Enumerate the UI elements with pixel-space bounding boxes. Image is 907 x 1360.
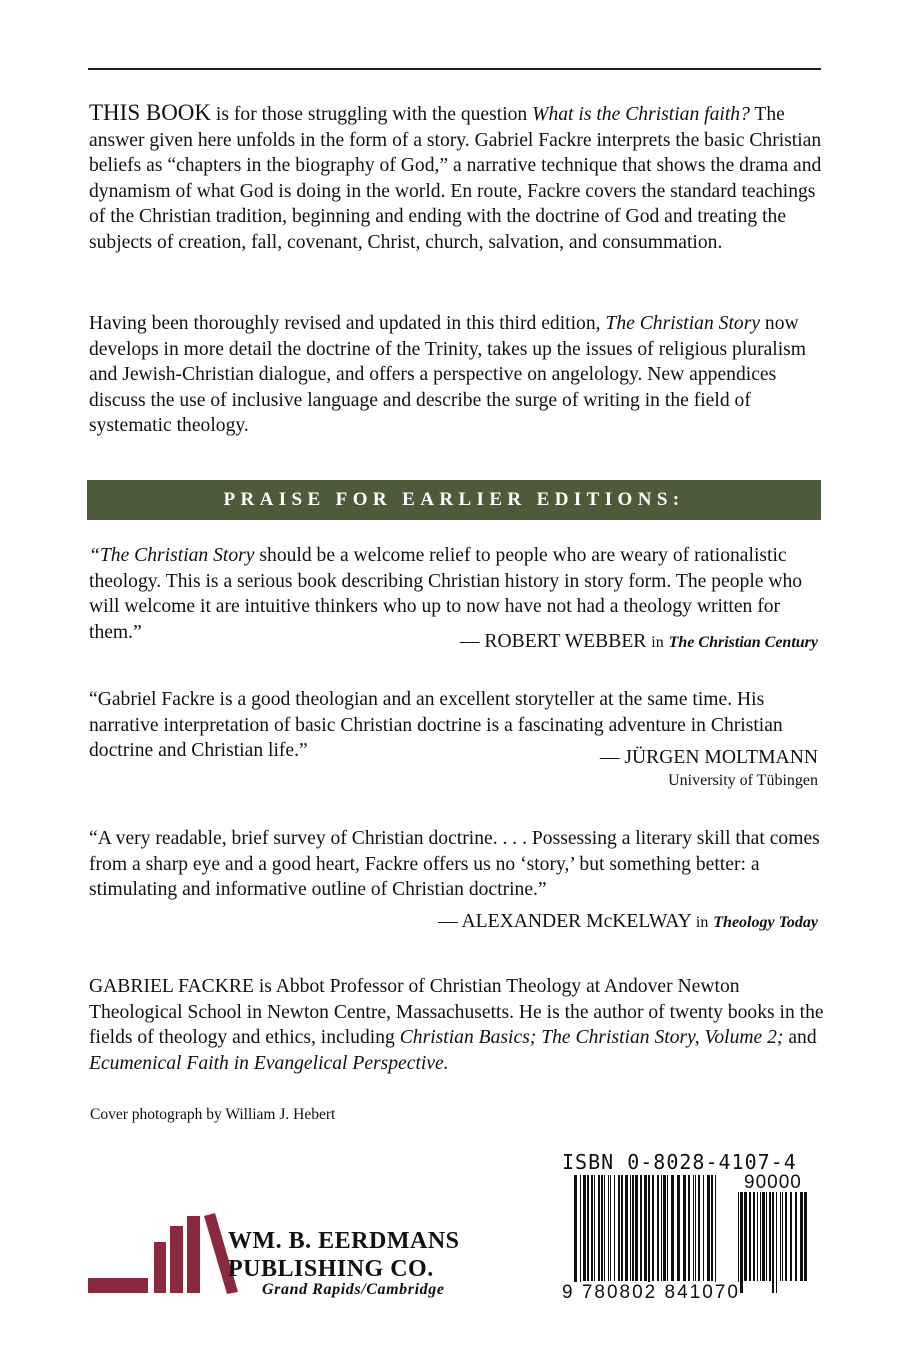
quote-webber-lead: “The Christian Story: [89, 545, 255, 566]
barcode-bar: [790, 1192, 792, 1281]
barcode-bar: [749, 1192, 751, 1281]
barcode-bar: [671, 1175, 674, 1281]
barcode-bar: [625, 1175, 628, 1281]
barcode-addon-number: 90000: [744, 1172, 802, 1193]
barcode-bar: [652, 1175, 654, 1281]
barcode-icon: [572, 1175, 722, 1293]
quote-mckelway: [89, 826, 824, 903]
barcode-bar: [594, 1175, 595, 1281]
barcode-bar: [663, 1175, 666, 1281]
publisher-line-1: WM. B. EERDMANS: [228, 1228, 460, 1254]
barcode-bar: [648, 1175, 650, 1293]
barcode-addon-icon: [736, 1192, 812, 1293]
barcode-bar: [766, 1192, 767, 1281]
barcode-bar: [753, 1192, 755, 1281]
barcode-bar: [574, 1175, 577, 1293]
author-mckelway: — ALEXANDER McKELWAY: [438, 911, 691, 932]
barcode-bar: [614, 1175, 615, 1281]
intro-paragraph: [89, 100, 824, 256]
barcode-bar: [785, 1192, 787, 1281]
barcode-bar: [715, 1175, 716, 1293]
barcode-bar: [621, 1175, 623, 1281]
barcode-bar: [711, 1175, 713, 1281]
barcode-bar: [698, 1175, 700, 1281]
barcode-bar: [667, 1175, 668, 1281]
barcode-bar: [738, 1192, 739, 1293]
barcode-bar: [762, 1192, 765, 1281]
barcode-bar: [707, 1175, 710, 1281]
barcode-bar: [587, 1175, 589, 1281]
edition-text-a: Having been thoroughly revised and updated in this third edition,: [89, 313, 606, 334]
publication-theology-today: Theology Today: [713, 914, 818, 931]
barcode-bar: [604, 1175, 605, 1281]
barcode-number: 9 780802 841070: [562, 1282, 740, 1303]
intro-text-a: is for those struggling with the question: [211, 104, 533, 125]
quote-webber-text: should be a welcome relief to people who are weary of rationalistic theology. This is a serious book describing Christian history in story form. The people who will welcome it are intuitive thinkers who up to now have not had a theology written for them.”: [89, 545, 803, 643]
barcode-bar: [795, 1192, 797, 1281]
intro-question: What is the Christian faith?: [532, 104, 750, 125]
barcode-bar: [760, 1192, 761, 1281]
barcode-bar: [772, 1192, 774, 1293]
barcode-bar: [695, 1175, 696, 1281]
barcode-bar: [677, 1175, 680, 1281]
barcode-bar: [693, 1175, 694, 1281]
barcode-bar: [657, 1175, 659, 1281]
barcode-bar: [580, 1175, 581, 1293]
affiliation-tubingen: University of Tübingen: [668, 772, 818, 789]
barcode-bar: [744, 1192, 747, 1281]
barcode-bar: [618, 1175, 620, 1281]
isbn-text: ISBN 0-8028-4107-4: [562, 1150, 797, 1174]
attribution-mckelway: [438, 911, 818, 933]
barcode-bar: [769, 1192, 771, 1281]
quote-moltmann-text: “Gabriel Fackre is a good theologian and an excellent storyteller at the same time. His narrative interpretation of basic Christian doctrine is a fascinating adventure in Christian doctrine and Christian life.”: [89, 689, 783, 762]
top-rule: [88, 68, 821, 70]
barcode-bar: [640, 1175, 642, 1281]
photo-credit: Cover photograph by William J. Hebert: [90, 1106, 336, 1123]
barcode-bar: [757, 1192, 758, 1281]
barcode-bar: [780, 1192, 781, 1281]
barcode-bar: [661, 1175, 662, 1281]
edition-text-b: now develops in more detail the doctrine of the Trinity, takes up the issues of religious pluralism and Jewish-Christian dialogue, and offers a perspective on angelology. New appendices discuss the use of inclusive language and describe the surge of writing in the field of systematic theology.: [89, 313, 807, 437]
author-moltmann: — JÜRGEN MOLTMANN: [599, 747, 818, 768]
publication-christian-century: The Christian Century: [668, 634, 818, 651]
bio-books-b: Ecumenical Faith in Evangelical Perspective.: [89, 1052, 449, 1074]
barcode-bar: [800, 1192, 803, 1281]
bio-books-a: Christian Basics; The Christian Story, Volume 2;: [399, 1027, 784, 1049]
bio-text-b: and: [783, 1027, 817, 1049]
barcode-bar: [608, 1175, 609, 1281]
quote-mckelway-text: “A very readable, brief survey of Christian doctrine. . . . Possessing a literary skill that comes from a sharp eye and a good heart, Fackre offers us no ‘story,’ but something better: a stimulating and informative outline of Christian doctrine.”: [89, 828, 820, 901]
barcode-bar: [804, 1192, 807, 1281]
barcode-bar: [683, 1175, 686, 1281]
barcode-bar: [583, 1175, 586, 1281]
intro-text-b: The answer given here unfolds in the form of a story. Gabriel Fackre interprets the basic Christian beliefs as “chapters in the biography of God,” a narrative technique that shows the drama and dynamism of what God is doing in the world. En route, Fackre covers the standard teachings of the Christian tradition, beginning and ending with the doctrine of God and treating the subjects of creation, fall, covenant, Christ, church, salvation, and consummation.: [89, 104, 822, 253]
author-bio: [89, 974, 824, 1076]
barcode-bar: [591, 1175, 593, 1281]
barcode-bar: [776, 1192, 777, 1293]
barcode-bar: [630, 1175, 631, 1281]
bio-text-a: GABRIEL FACKRE is Abbot Professor of Christian Theology at Andover Newton Theological School in Newton Centre, Massachusetts. He is the author of twenty books in the fields of theology and ethics, including: [89, 976, 824, 1049]
barcode-bar: [598, 1175, 600, 1281]
barcode-bar: [782, 1192, 783, 1281]
attribution-moltmann: [600, 747, 818, 769]
in-word: in: [651, 634, 664, 651]
barcode-bar: [703, 1175, 704, 1281]
author-webber: — ROBERT WEBBER: [459, 631, 647, 652]
eerdmans-logo-icon: [88, 1212, 238, 1302]
publisher-location: Grand Rapids/Cambridge: [262, 1281, 445, 1298]
in-word: in: [695, 914, 709, 931]
praise-banner: PRAISE FOR EARLIER EDITIONS:: [87, 480, 821, 520]
intro-lead-caps: THIS BOOK: [89, 100, 212, 125]
attribution-webber: [460, 631, 818, 653]
barcode-bar: [601, 1175, 603, 1281]
barcode-bar: [635, 1175, 638, 1281]
barcode-bar: [740, 1192, 743, 1293]
barcode-bar: [610, 1175, 611, 1281]
barcode-bar: [688, 1175, 690, 1281]
edition-title: The Christian Story: [605, 313, 761, 334]
publisher-line-2: PUBLISHING CO.: [228, 1256, 434, 1282]
barcode-bar: [644, 1175, 647, 1281]
edition-paragraph: [89, 311, 824, 439]
barcode-bar: [632, 1175, 634, 1281]
